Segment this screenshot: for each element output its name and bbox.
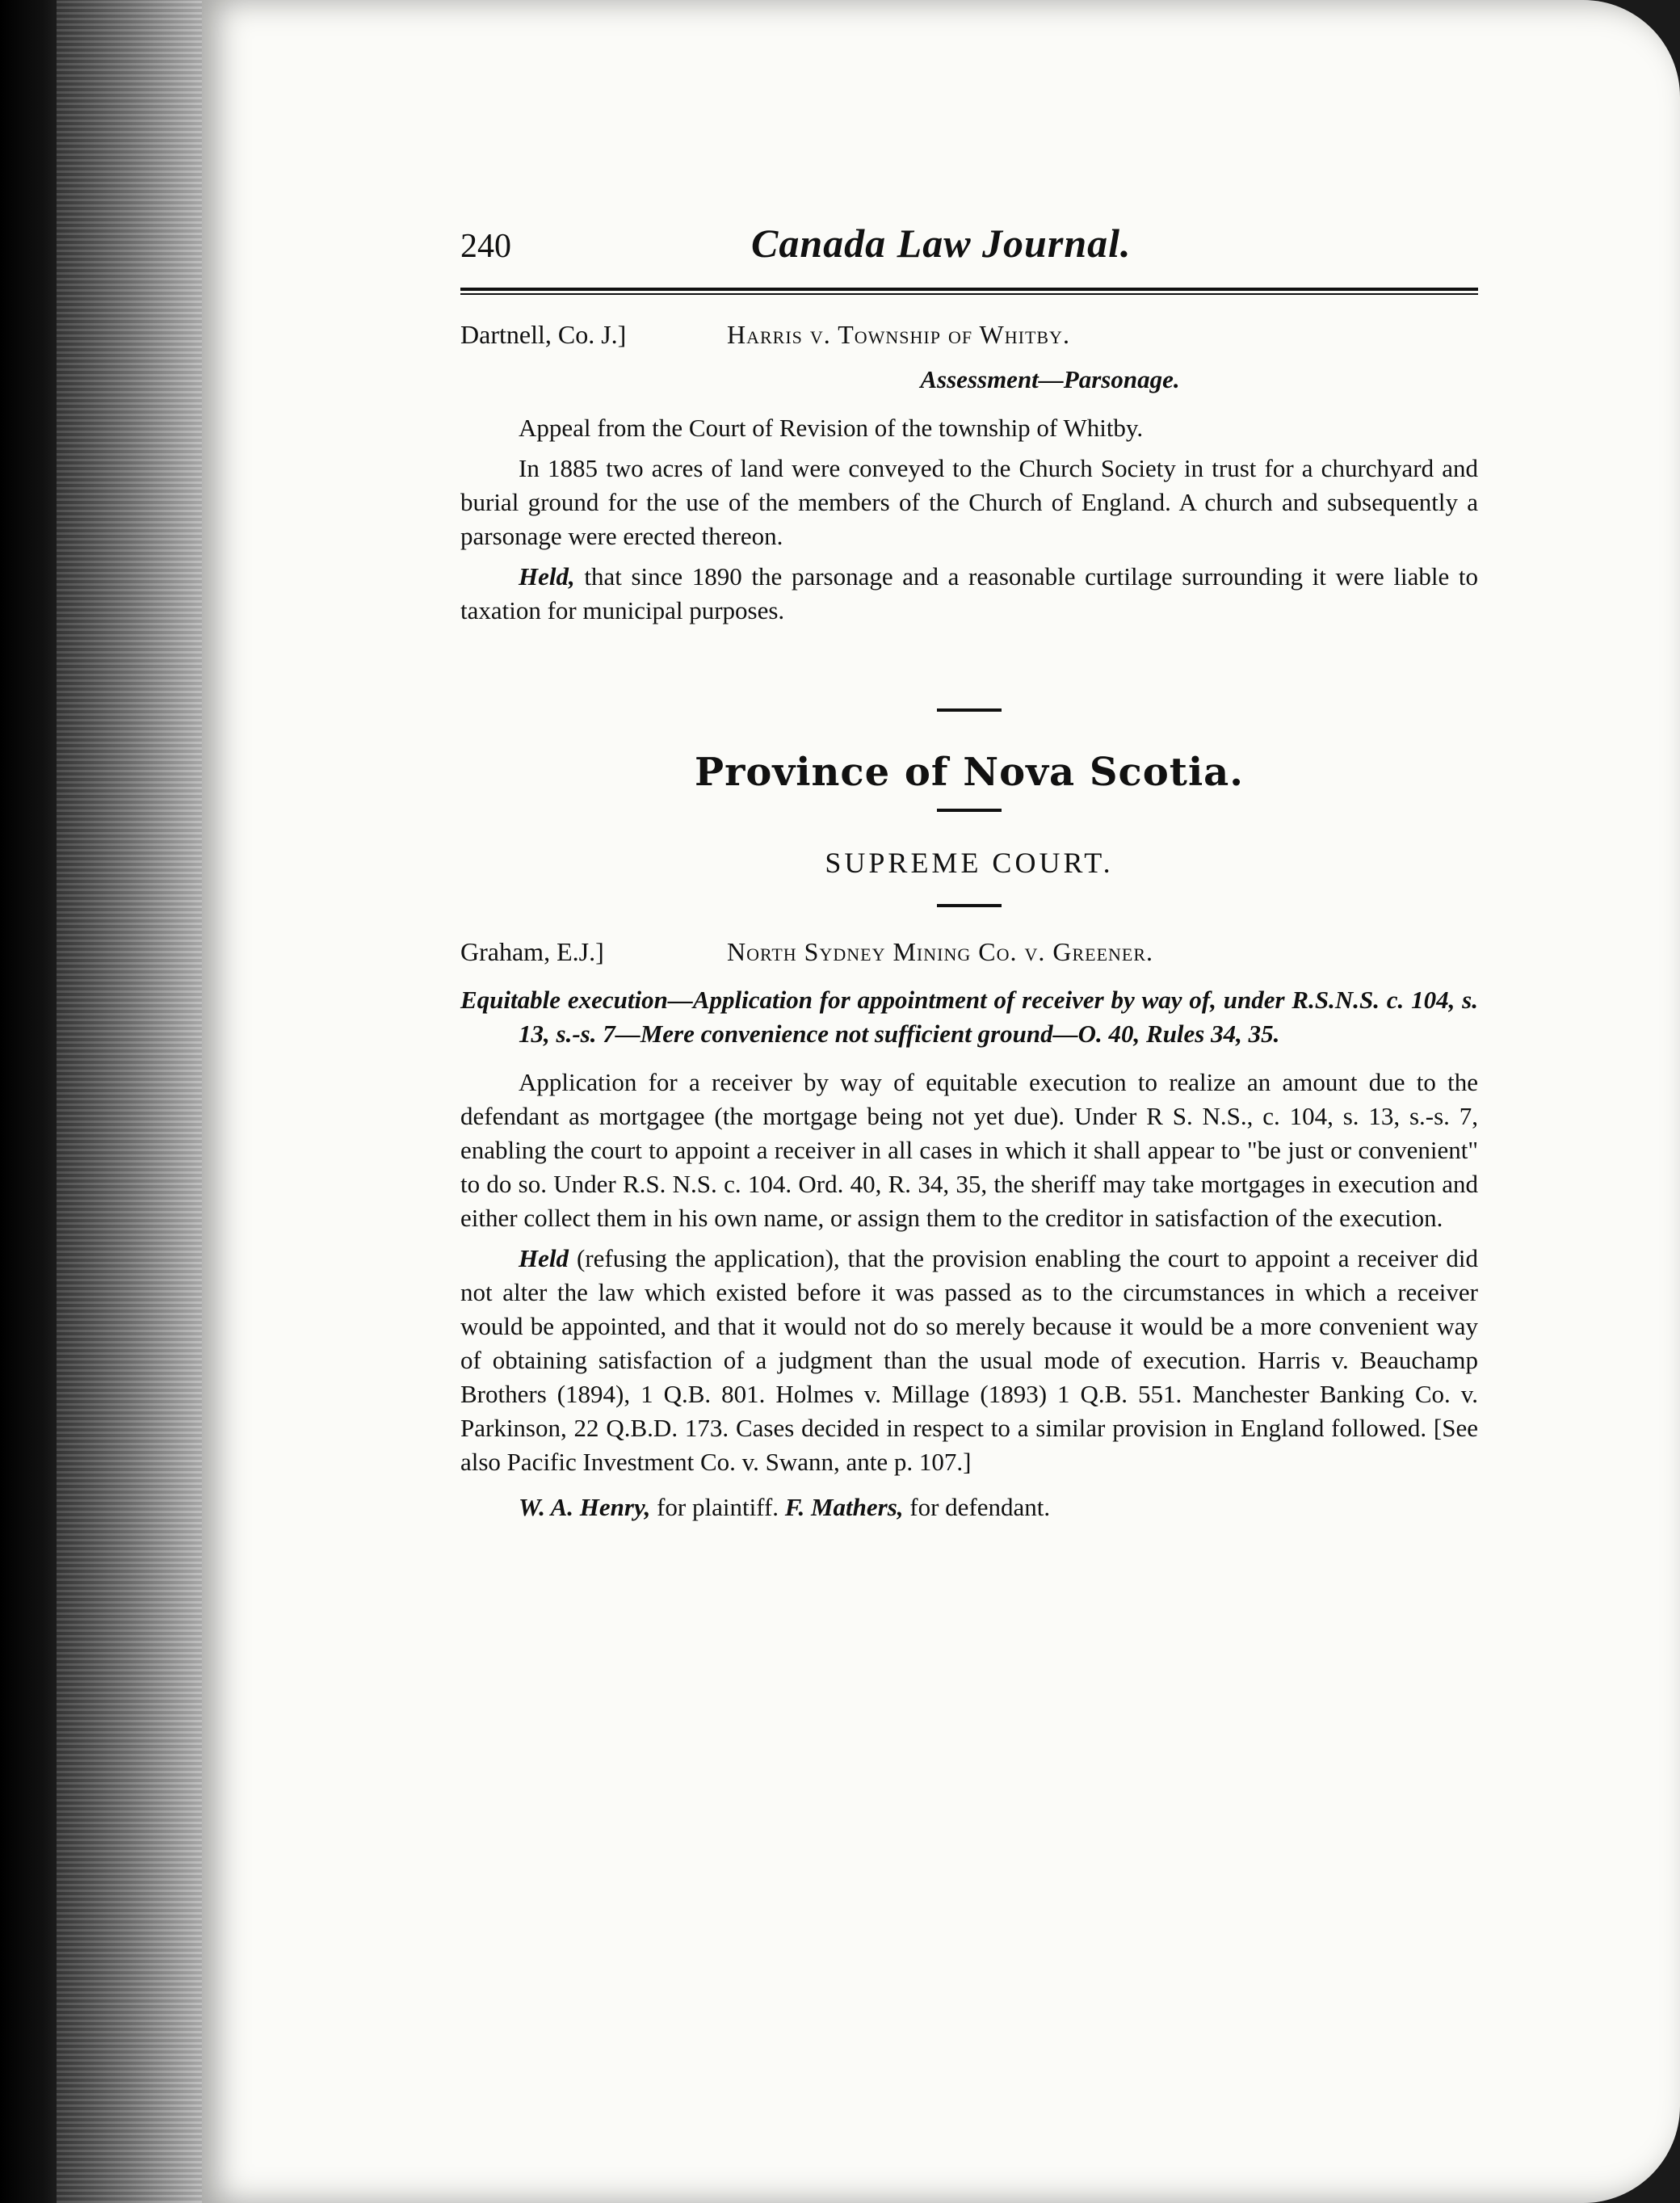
page-content bbox=[460, 221, 1478, 1524]
case1-paragraph: Appeal from the Court of Revision of the township of Whitby. bbox=[519, 414, 1144, 442]
counsel-line bbox=[460, 1490, 1478, 1524]
province-heading: Province of Nova Scotia. bbox=[695, 750, 1244, 795]
page-number: 240 bbox=[460, 228, 511, 265]
case2-application: Application for a receiver by way of equitable execution to realize an amount due to the defendant as mortgagee (the mortgage being not yet due). Under R S. N.S., c. 104, s. 13, s.-s. 7, enabling the court to appoint a receiver in all cases in which it shall appear to "be just or convenient" to do so. Under R.S. N.S. c. 104. Ord. 40, R. 34, 35, the sheriff may take mortgages in execution and either collect them in his own name, or assign them to the creditor in satisfaction of the execution. bbox=[460, 1068, 1478, 1232]
header-rule bbox=[460, 293, 1478, 295]
defendant-role: for defendant. bbox=[903, 1493, 1051, 1521]
case1-held bbox=[460, 560, 1478, 628]
case1-paragraph: In 1885 two acres of land were conveyed to the Church Society in trust for a churchyard and burial ground for the use of the members of the Church of England. A church and subsequently a parsonage were erected thereon. bbox=[460, 454, 1478, 550]
plaintiff-role: for plaintiff. bbox=[650, 1493, 779, 1521]
case2-held-text: (refusing the application), that the provision enabling the court to appoint a receiver did not alter the law which existed before it was passed as to the circumstances in which a receiver would be appointed, and that it would not do so merely because it would be a more convenient way of obtaining satisfaction of a judgment than the usual mode of execution. Harris v. Beauchamp Brothers (1894), 1 Q.B. 801. Holmes v. Millage (1893) 1 Q.B. 551. Manchester Banking Co. v. Parkinson, 22 Q.B.D. 173. Cases decided in respect to a similar provision in England followed. [See also Pacific Investment Co. v. Swann, ante p. 107.] bbox=[460, 1244, 1478, 1476]
section-divider bbox=[937, 904, 1002, 907]
case1-held-text: that since 1890 the parsonage and a reasonable curtilage surrounding it were liable to taxation for municipal purposes. bbox=[460, 562, 1478, 624]
case2-headnote: Equitable execution—Application for appointment of receiver by way of, under R.S.N.S. c. 104, s. 13, s.-s. 7—Mere convenience not sufficient ground—O. 40, Rules 34, 35. bbox=[460, 986, 1478, 1048]
case1-judge: Dartnell, Co. J.] bbox=[460, 320, 627, 349]
court-heading: SUPREME COURT. bbox=[825, 847, 1114, 879]
journal-title: Canada Law Journal. bbox=[751, 221, 1132, 266]
case1-subject: Assessment—Parsonage. bbox=[920, 365, 1180, 393]
held-label: Held bbox=[519, 1244, 569, 1272]
defendant-counsel: F. Mathers, bbox=[784, 1493, 904, 1521]
section-divider bbox=[937, 708, 1002, 712]
case2-heading bbox=[460, 935, 1478, 969]
case2-name: North Sydney Mining Co. v. Greener. bbox=[727, 937, 1154, 966]
section-divider bbox=[937, 809, 1002, 812]
case2-judge: Graham, E.J.] bbox=[460, 937, 604, 966]
plaintiff-counsel: W. A. Henry, bbox=[519, 1493, 651, 1521]
running-head bbox=[460, 221, 1478, 291]
case1-name: Harris v. Township of Whitby. bbox=[727, 320, 1070, 349]
case1-heading bbox=[460, 317, 1478, 351]
held-label: Held, bbox=[519, 562, 575, 591]
case2-held bbox=[460, 1242, 1478, 1479]
